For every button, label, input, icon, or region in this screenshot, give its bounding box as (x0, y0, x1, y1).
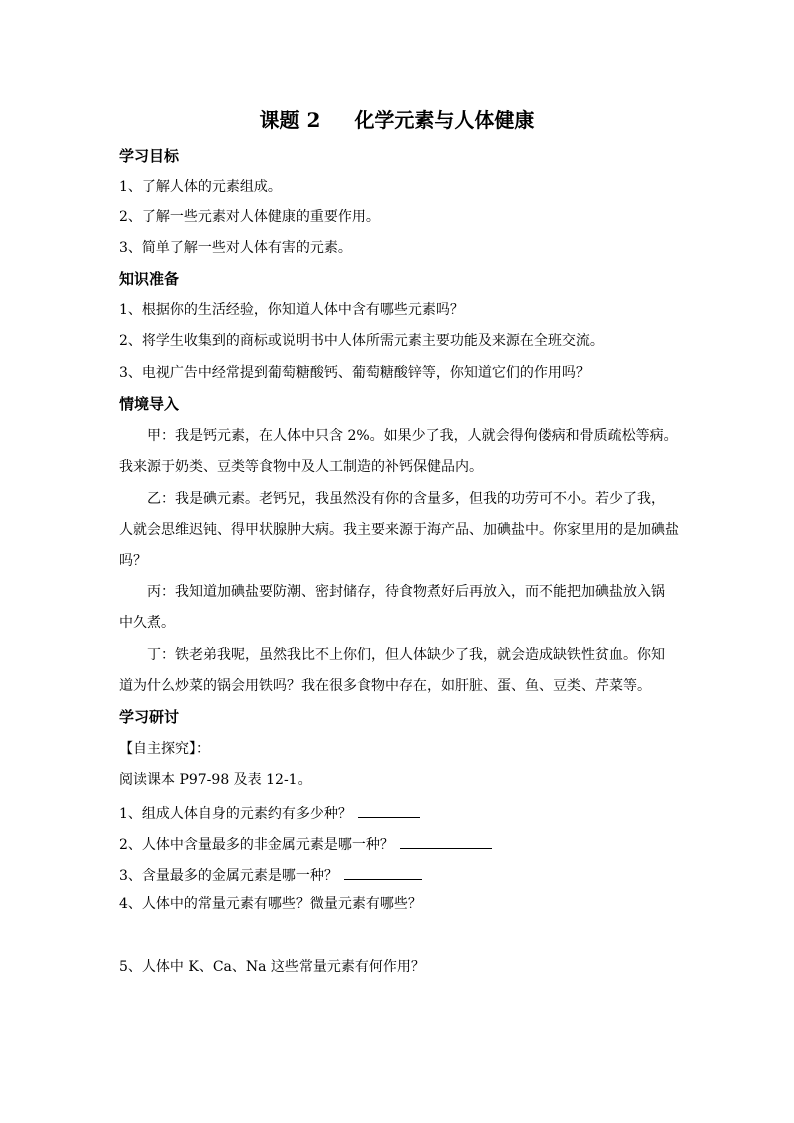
study-subheading: 【自主探究】： (119, 741, 210, 757)
preparation-item: 3、电视广告中经常提到葡萄糖酸钙、葡萄糖酸锌等，你知道它们的作用吗？ (119, 365, 590, 381)
answer-blank[interactable] (400, 834, 492, 849)
scenario-line: 甲：我是钙元素，在人体中只含 2%。如果少了我，人就会得佝偻病和骨质疏松等病。 (147, 428, 678, 444)
answer-blank[interactable] (344, 865, 422, 880)
scenario-line: 乙：我是碘元素。老钙兄，我虽然没有你的含量多，但我的功劳可不小。若少了我， (147, 491, 665, 507)
question-item (119, 834, 492, 854)
question-text: 3、含量最多的金属元素是哪一种？ (119, 868, 338, 884)
scenario-line: 丁：铁老弟我呢，虽然我比不上你们，但人体缺少了我，就会造成缺铁性贫血。你知 (147, 647, 665, 663)
question-item: 5、人体中 K、Ca、Na 这些常量元素有何作用？ (119, 959, 425, 975)
question-item (119, 865, 422, 885)
scenario-line: 道为什么炒菜的锅会用铁吗？我在很多食物中存在，如肝脏、蛋、鱼、豆类、芹菜等。 (119, 678, 651, 694)
objective-item: 1、了解人体的元素组成。 (119, 179, 282, 195)
objectives-heading: 学习目标 (119, 147, 180, 165)
question-item (119, 803, 420, 823)
study-intro: 阅读课本 P97-98 及表 12-1。 (119, 772, 312, 788)
question-text: 1、组成人体自身的元素约有多少种？ (119, 806, 352, 822)
question-item: 4、人体中的常量元素有哪些？微量元素有哪些？ (119, 896, 422, 912)
objective-item: 2、了解一些元素对人体健康的重要作用。 (119, 209, 380, 225)
scenario-heading: 情境导入 (119, 395, 180, 413)
scenario-line: 我来源于奶类、豆类等食物中及人工制造的补钙保健品内。 (119, 459, 483, 475)
objective-item: 3、简单了解一些对人体有害的元素。 (119, 240, 352, 256)
question-text: 2、人体中含量最多的非金属元素是哪一种？ (119, 837, 394, 853)
scenario-line: 吗？ (119, 553, 147, 569)
scenario-line: 人就会思维迟钝、得甲状腺肿大病。我主要来源于海产品、加碘盐中。你家里用的是加碘盐 (119, 522, 679, 538)
study-heading: 学习研讨 (119, 708, 180, 726)
answer-blank[interactable] (358, 803, 420, 818)
preparation-item: 2、将学生收集到的商标或说明书中人体所需元素主要功能及来源在全班交流。 (119, 333, 604, 349)
scenario-line: 丙：我知道加碘盐要防潮、密封储存，待食物煮好后再放入，而不能把加碘盐放入锅 (147, 584, 665, 600)
preparation-heading: 知识准备 (119, 270, 180, 288)
lesson-name: 化学元素与人体健康 (354, 108, 535, 132)
page-title (0, 104, 794, 133)
scenario-line: 中久煮。 (119, 615, 175, 631)
preparation-item: 1、根据你的生活经验，你知道人体中含有哪些元素吗？ (119, 302, 464, 318)
lesson-number: 课题 2 (259, 108, 321, 132)
